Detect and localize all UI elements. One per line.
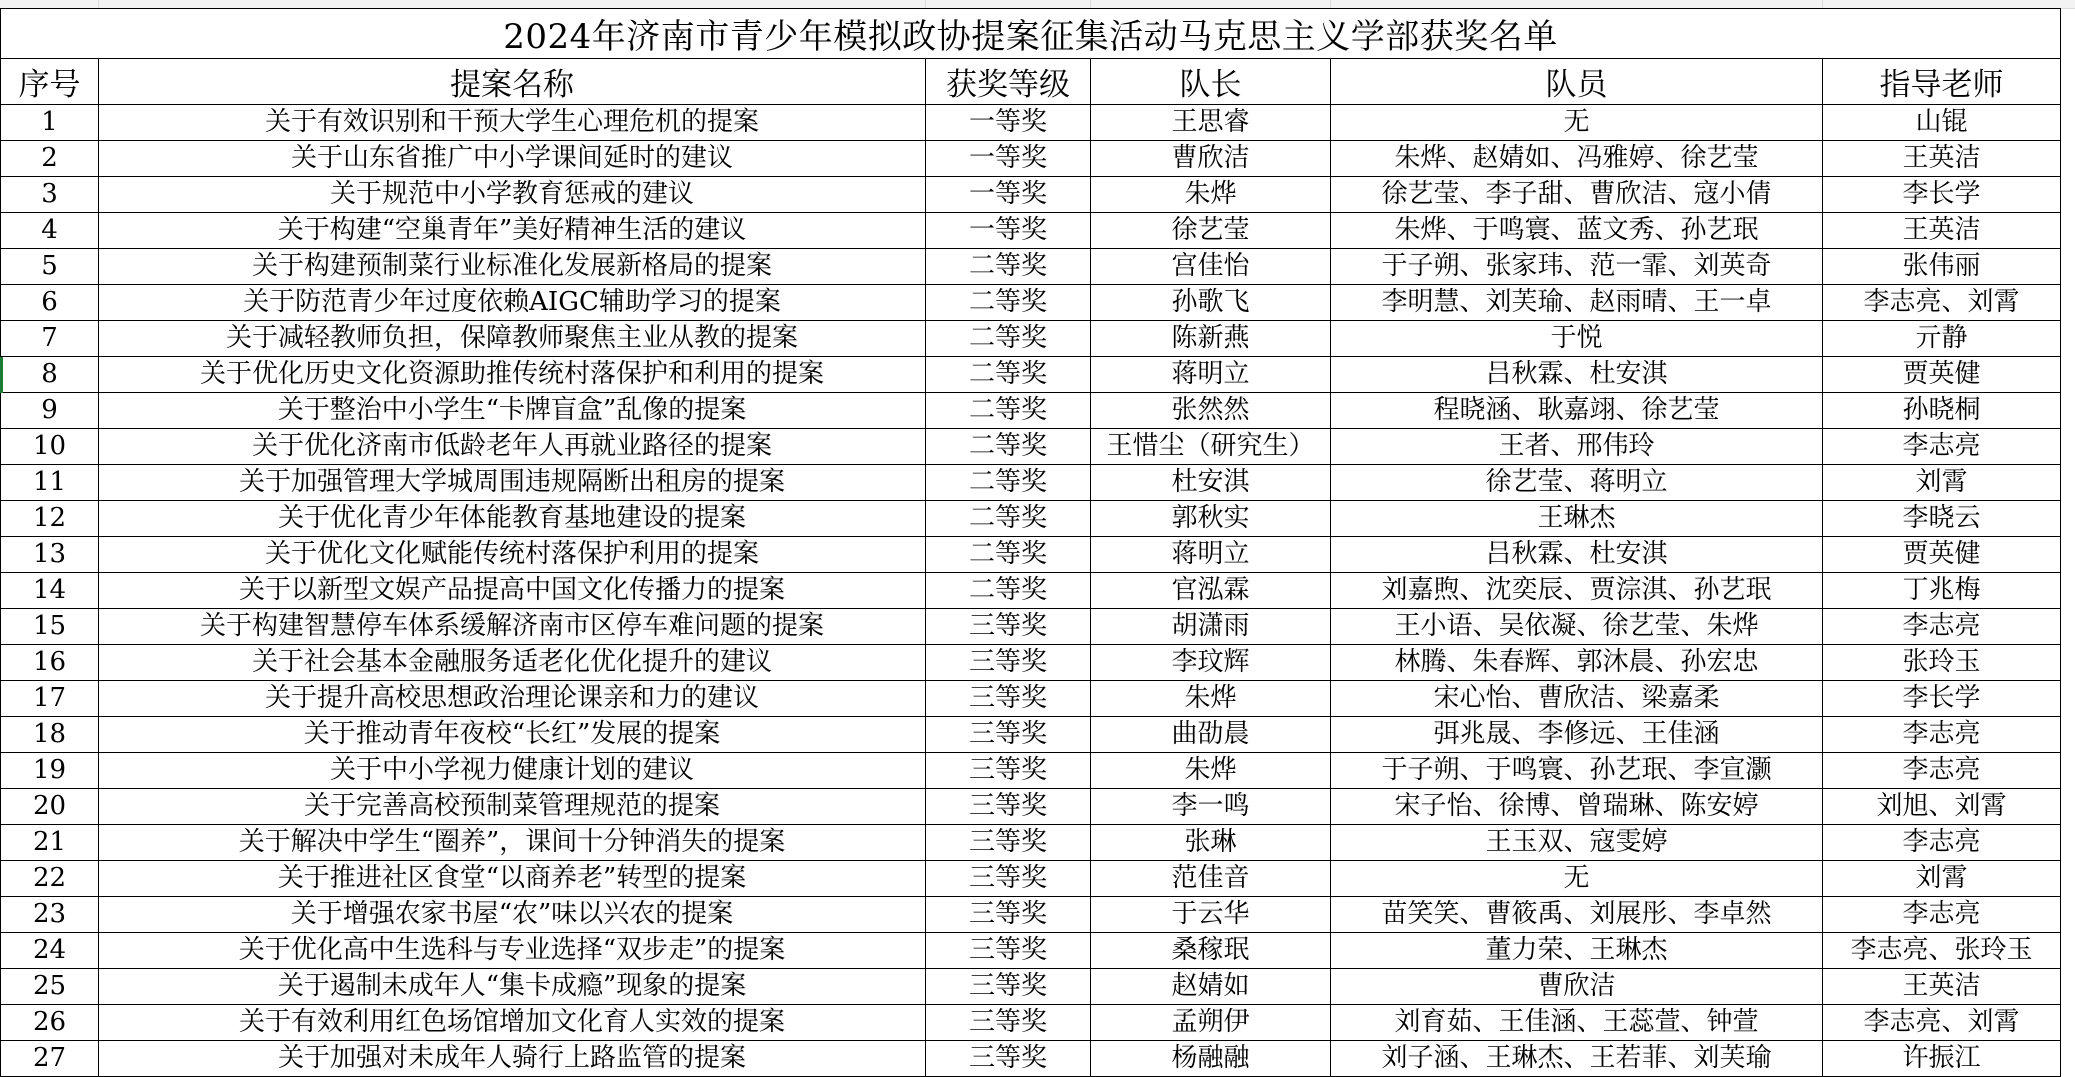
cell-leader[interactable]: 蒋明立: [1091, 537, 1331, 573]
cell-members[interactable]: 刘嘉煦、沈奕辰、贾淙淇、孙艺珉: [1331, 573, 1823, 609]
cell-advisor[interactable]: 丁兆梅: [1823, 573, 2061, 609]
cell-leader[interactable]: 杜安淇: [1091, 465, 1331, 501]
cell-leader[interactable]: 朱烨: [1091, 753, 1331, 789]
cell-advisor[interactable]: 李晓云: [1823, 501, 2061, 537]
award-table: [0, 8, 2061, 1077]
cell-proposal[interactable]: 关于规范中小学教育惩戒的建议: [99, 177, 926, 213]
cell-proposal[interactable]: 关于社会基本金融服务适老化优化提升的建议: [99, 645, 926, 681]
cell-members[interactable]: 无: [1331, 861, 1823, 897]
column-divider: [1822, 0, 1823, 8]
cell-advisor[interactable]: 李志亮: [1823, 897, 2061, 933]
cell-proposal[interactable]: 关于优化历史文化资源助推传统村落保护和利用的提案: [99, 357, 926, 393]
table-row: [1, 753, 2061, 789]
selected-row-marker: [0, 357, 3, 393]
cell-index[interactable]: 7: [1, 321, 99, 357]
cell-advisor[interactable]: 李志亮: [1823, 609, 2061, 645]
cell-advisor[interactable]: 王英洁: [1823, 969, 2061, 1005]
cell-index[interactable]: 24: [1, 933, 99, 969]
cell-advisor[interactable]: 王英洁: [1823, 141, 2061, 177]
cell-members[interactable]: 宋子怡、徐博、曾瑞琳、陈安婷: [1331, 789, 1823, 825]
cell-leader[interactable]: 赵婧如: [1091, 969, 1331, 1005]
cell-proposal[interactable]: 关于增强农家书屋“农”味以兴农的提案: [99, 897, 926, 933]
table-row: [1, 213, 2061, 249]
cell-leader[interactable]: 于云华: [1091, 897, 1331, 933]
cell-members[interactable]: 于悦: [1331, 321, 1823, 357]
header-members[interactable]: 队员: [1331, 59, 1823, 105]
cell-advisor[interactable]: 刘霄: [1823, 465, 2061, 501]
table-row: [1, 825, 2061, 861]
header-leader[interactable]: 队长: [1091, 59, 1331, 105]
cell-award[interactable]: 二等奖: [926, 537, 1091, 573]
cell-index[interactable]: 20: [1, 789, 99, 825]
table-row: [1, 105, 2061, 141]
cell-index[interactable]: 3: [1, 177, 99, 213]
header-advisor[interactable]: 指导老师: [1823, 59, 2061, 105]
cell-advisor[interactable]: 刘旭、刘霄: [1823, 789, 2061, 825]
cell-members[interactable]: 王琳杰: [1331, 501, 1823, 537]
cell-award[interactable]: 三等奖: [926, 645, 1091, 681]
cell-award[interactable]: 二等奖: [926, 357, 1091, 393]
table-row: [1, 465, 2061, 501]
cell-members[interactable]: 苗笑笑、曹筱禹、刘展彤、李卓然: [1331, 897, 1823, 933]
table-row: [1, 1041, 2061, 1077]
cell-advisor[interactable]: 贾英健: [1823, 537, 2061, 573]
cell-award[interactable]: 一等奖: [926, 213, 1091, 249]
cell-index[interactable]: 6: [1, 285, 99, 321]
cell-proposal[interactable]: 关于山东省推广中小学课间延时的建议: [99, 141, 926, 177]
cell-proposal[interactable]: 关于整治中小学生“卡牌盲盒”乱像的提案: [99, 393, 926, 429]
table-row: [1, 789, 2061, 825]
cell-index[interactable]: 14: [1, 573, 99, 609]
table-row: [1, 609, 2061, 645]
cell-award[interactable]: 二等奖: [926, 465, 1091, 501]
cell-members[interactable]: 于子朔、于鸣寰、孙艺珉、李宣灏: [1331, 753, 1823, 789]
cell-members[interactable]: 林腾、朱春辉、郭沐晨、孙宏忠: [1331, 645, 1823, 681]
cell-proposal[interactable]: 关于防范青少年过度依赖AIGC辅助学习的提案: [99, 285, 926, 321]
cell-members[interactable]: 朱烨、赵婧如、冯雅婷、徐艺莹: [1331, 141, 1823, 177]
cell-index[interactable]: 5: [1, 249, 99, 285]
table-row: [1, 969, 2061, 1005]
cell-leader[interactable]: 孙歌飞: [1091, 285, 1331, 321]
cell-leader[interactable]: 曲劭晨: [1091, 717, 1331, 753]
cell-index[interactable]: 19: [1, 753, 99, 789]
cell-proposal[interactable]: 关于推动青年夜校“长红”发展的提案: [99, 717, 926, 753]
cell-leader[interactable]: 郭秋实: [1091, 501, 1331, 537]
cell-advisor[interactable]: 李志亮、刘霄: [1823, 1005, 2061, 1041]
cell-members[interactable]: 吕秋霖、杜安淇: [1331, 357, 1823, 393]
cell-award[interactable]: 二等奖: [926, 501, 1091, 537]
table-row: [1, 285, 2061, 321]
cell-index[interactable]: 18: [1, 717, 99, 753]
cell-award[interactable]: 三等奖: [926, 861, 1091, 897]
table-row: [1, 717, 2061, 753]
cell-leader[interactable]: 张然然: [1091, 393, 1331, 429]
table-row: [1, 1005, 2061, 1041]
cell-award[interactable]: 二等奖: [926, 285, 1091, 321]
cell-proposal[interactable]: 关于构建智慧停车体系缓解济南市区停车难问题的提案: [99, 609, 926, 645]
cell-advisor[interactable]: 李志亮: [1823, 429, 2061, 465]
column-divider: [925, 0, 926, 8]
cell-index[interactable]: 25: [1, 969, 99, 1005]
table-row: [1, 249, 2061, 285]
cell-index[interactable]: 17: [1, 681, 99, 717]
cell-proposal[interactable]: 关于解决中学生“圈养”，课间十分钟消失的提案: [99, 825, 926, 861]
cell-proposal[interactable]: 关于加强对未成年人骑行上路监管的提案: [99, 1041, 926, 1077]
cell-proposal[interactable]: 关于加强管理大学城周围违规隔断出租房的提案: [99, 465, 926, 501]
cell-award[interactable]: 三等奖: [926, 825, 1091, 861]
cell-award[interactable]: 三等奖: [926, 1041, 1091, 1077]
cell-award[interactable]: 三等奖: [926, 897, 1091, 933]
cell-proposal[interactable]: 关于优化文化赋能传统村落保护利用的提案: [99, 537, 926, 573]
table-row: [1, 933, 2061, 969]
table-row: [1, 429, 2061, 465]
header-award[interactable]: 获奖等级: [926, 59, 1091, 105]
cell-leader[interactable]: 王惜尘（研究生）: [1091, 429, 1331, 465]
cell-leader[interactable]: 朱烨: [1091, 177, 1331, 213]
cell-advisor[interactable]: 李志亮: [1823, 753, 2061, 789]
cell-advisor[interactable]: 李志亮: [1823, 717, 2061, 753]
cell-award[interactable]: 二等奖: [926, 573, 1091, 609]
cell-members[interactable]: 吕秋霖、杜安淇: [1331, 537, 1823, 573]
cell-index[interactable]: 1: [1, 105, 99, 141]
cell-members[interactable]: 于子朔、张家玮、范一霏、刘英奇: [1331, 249, 1823, 285]
table-row: [1, 501, 2061, 537]
cell-index[interactable]: 15: [1, 609, 99, 645]
table-row: [1, 357, 2061, 393]
cell-members[interactable]: 曹欣洁: [1331, 969, 1823, 1005]
cell-leader[interactable]: 蒋明立: [1091, 357, 1331, 393]
cell-index[interactable]: 8: [1, 357, 99, 393]
cell-leader[interactable]: 宫佳怡: [1091, 249, 1331, 285]
cell-advisor[interactable]: 李志亮、张玲玉: [1823, 933, 2061, 969]
table-row: [1, 861, 2061, 897]
cell-leader[interactable]: 范佳音: [1091, 861, 1331, 897]
cell-advisor[interactable]: 李志亮: [1823, 825, 2061, 861]
cell-award[interactable]: 二等奖: [926, 429, 1091, 465]
cell-advisor[interactable]: 刘霄: [1823, 861, 2061, 897]
cell-proposal[interactable]: 关于遏制未成年人“集卡成瘾”现象的提案: [99, 969, 926, 1005]
cell-index[interactable]: 2: [1, 141, 99, 177]
cell-award[interactable]: 二等奖: [926, 249, 1091, 285]
cell-advisor[interactable]: 李长学: [1823, 681, 2061, 717]
cell-members[interactable]: 程晓涵、耿嘉翊、徐艺莹: [1331, 393, 1823, 429]
cell-leader[interactable]: 桑稼珉: [1091, 933, 1331, 969]
cell-leader[interactable]: 朱烨: [1091, 681, 1331, 717]
cell-members[interactable]: 弭兆晟、李修远、王佳涵: [1331, 717, 1823, 753]
cell-award[interactable]: 三等奖: [926, 789, 1091, 825]
cell-advisor[interactable]: 张玲玉: [1823, 645, 2061, 681]
cell-members[interactable]: 刘育茹、王佳涵、王蕊萱、钟萱: [1331, 1005, 1823, 1041]
cell-leader[interactable]: 李玟辉: [1091, 645, 1331, 681]
cell-index[interactable]: 12: [1, 501, 99, 537]
header-proposal[interactable]: 提案名称: [99, 59, 926, 105]
column-divider: [98, 0, 99, 8]
cell-leader[interactable]: 官泓霖: [1091, 573, 1331, 609]
table-row: [1, 573, 2061, 609]
cell-proposal[interactable]: 关于提升高校思想政治理论课亲和力的建议: [99, 681, 926, 717]
cell-award[interactable]: 三等奖: [926, 717, 1091, 753]
table-row: [1, 177, 2061, 213]
cell-index[interactable]: 22: [1, 861, 99, 897]
table-row: [1, 897, 2061, 933]
cell-leader[interactable]: 李一鸣: [1091, 789, 1331, 825]
cell-leader[interactable]: 杨融融: [1091, 1041, 1331, 1077]
cell-members[interactable]: 王小语、吴依凝、徐艺莹、朱烨: [1331, 609, 1823, 645]
cell-proposal[interactable]: 关于减轻教师负担，保障教师聚焦主业从教的提案: [99, 321, 926, 357]
cell-leader[interactable]: 张琳: [1091, 825, 1331, 861]
cell-members[interactable]: 刘子涵、王琳杰、王若菲、刘芙瑜: [1331, 1041, 1823, 1077]
cell-members[interactable]: 徐艺莹、李子甜、曹欣洁、寇小倩: [1331, 177, 1823, 213]
cell-award[interactable]: 三等奖: [926, 1005, 1091, 1041]
cell-leader[interactable]: 曹欣洁: [1091, 141, 1331, 177]
cell-award[interactable]: 三等奖: [926, 753, 1091, 789]
cell-index[interactable]: 27: [1, 1041, 99, 1077]
cell-advisor[interactable]: 李长学: [1823, 177, 2061, 213]
table-row: [1, 681, 2061, 717]
cell-index[interactable]: 21: [1, 825, 99, 861]
header-index[interactable]: 序号: [1, 59, 99, 105]
cell-proposal[interactable]: 关于完善高校预制菜管理规范的提案: [99, 789, 926, 825]
header-row: [1, 59, 2061, 105]
cell-proposal[interactable]: 关于中小学视力健康计划的建议: [99, 753, 926, 789]
cell-advisor[interactable]: 山锟: [1823, 105, 2061, 141]
cell-leader[interactable]: 孟朔伊: [1091, 1005, 1331, 1041]
cell-index[interactable]: 13: [1, 537, 99, 573]
column-divider: [1330, 0, 1331, 8]
cell-award[interactable]: 三等奖: [926, 609, 1091, 645]
title-row: [1, 9, 2061, 59]
column-divider: [1090, 0, 1091, 8]
cell-proposal[interactable]: 关于优化青少年体能教育基地建设的提案: [99, 501, 926, 537]
table-row: [1, 393, 2061, 429]
table-row: [1, 321, 2061, 357]
cell-leader[interactable]: 胡潇雨: [1091, 609, 1331, 645]
cell-advisor[interactable]: 许振江: [1823, 1041, 2061, 1077]
cell-advisor[interactable]: 亓静: [1823, 321, 2061, 357]
cell-award[interactable]: 三等奖: [926, 969, 1091, 1005]
cell-index[interactable]: 10: [1, 429, 99, 465]
cell-award[interactable]: 三等奖: [926, 681, 1091, 717]
cell-proposal[interactable]: 关于构建预制菜行业标准化发展新格局的提案: [99, 249, 926, 285]
table-row: [1, 537, 2061, 573]
cell-members[interactable]: 董力荣、王琳杰: [1331, 933, 1823, 969]
cell-award[interactable]: 一等奖: [926, 177, 1091, 213]
cell-advisor[interactable]: 张伟丽: [1823, 249, 2061, 285]
cell-index[interactable]: 23: [1, 897, 99, 933]
cell-index[interactable]: 4: [1, 213, 99, 249]
cell-award[interactable]: 三等奖: [926, 933, 1091, 969]
cell-proposal[interactable]: 关于以新型文娱产品提高中国文化传播力的提案: [99, 573, 926, 609]
cell-award[interactable]: 二等奖: [926, 321, 1091, 357]
table-row: [1, 141, 2061, 177]
cell-index[interactable]: 26: [1, 1005, 99, 1041]
cell-members[interactable]: 无: [1331, 105, 1823, 141]
cell-members[interactable]: 朱烨、于鸣寰、蓝文秀、孙艺珉: [1331, 213, 1823, 249]
cell-advisor[interactable]: 李志亮、刘霄: [1823, 285, 2061, 321]
table-row: [1, 645, 2061, 681]
cell-index[interactable]: 9: [1, 393, 99, 429]
cell-members[interactable]: 王玉双、寇雯婷: [1331, 825, 1823, 861]
cell-proposal[interactable]: 关于优化高中生选科与专业选择“双步走”的提案: [99, 933, 926, 969]
cell-leader[interactable]: 徐艺莹: [1091, 213, 1331, 249]
cell-members[interactable]: 宋心怡、曹欣洁、梁嘉柔: [1331, 681, 1823, 717]
cell-index[interactable]: 11: [1, 465, 99, 501]
cell-advisor[interactable]: 王英洁: [1823, 213, 2061, 249]
cell-proposal[interactable]: 关于推进社区食堂“以商养老”转型的提案: [99, 861, 926, 897]
cell-members[interactable]: 徐艺莹、蒋明立: [1331, 465, 1823, 501]
cell-advisor[interactable]: 孙晓桐: [1823, 393, 2061, 429]
cell-award[interactable]: 二等奖: [926, 393, 1091, 429]
cell-award[interactable]: 一等奖: [926, 105, 1091, 141]
cell-award[interactable]: 一等奖: [926, 141, 1091, 177]
cell-proposal[interactable]: 关于优化济南市低龄老年人再就业路径的提案: [99, 429, 926, 465]
cell-proposal[interactable]: 关于有效利用红色场馆增加文化育人实效的提案: [99, 1005, 926, 1041]
sheet-title[interactable]: 2024年济南市青少年模拟政协提案征集活动马克思主义学部获奖名单: [1, 9, 2061, 59]
cell-leader[interactable]: 陈新燕: [1091, 321, 1331, 357]
cell-index[interactable]: 16: [1, 645, 99, 681]
cell-proposal[interactable]: 关于有效识别和干预大学生心理危机的提案: [99, 105, 926, 141]
cell-leader[interactable]: 王思睿: [1091, 105, 1331, 141]
cell-members[interactable]: 王者、邢伟玲: [1331, 429, 1823, 465]
cell-advisor[interactable]: 贾英健: [1823, 357, 2061, 393]
cell-members[interactable]: 李明慧、刘芙瑜、赵雨晴、王一卓: [1331, 285, 1823, 321]
cell-proposal[interactable]: 关于构建“空巢青年”美好精神生活的建议: [99, 213, 926, 249]
